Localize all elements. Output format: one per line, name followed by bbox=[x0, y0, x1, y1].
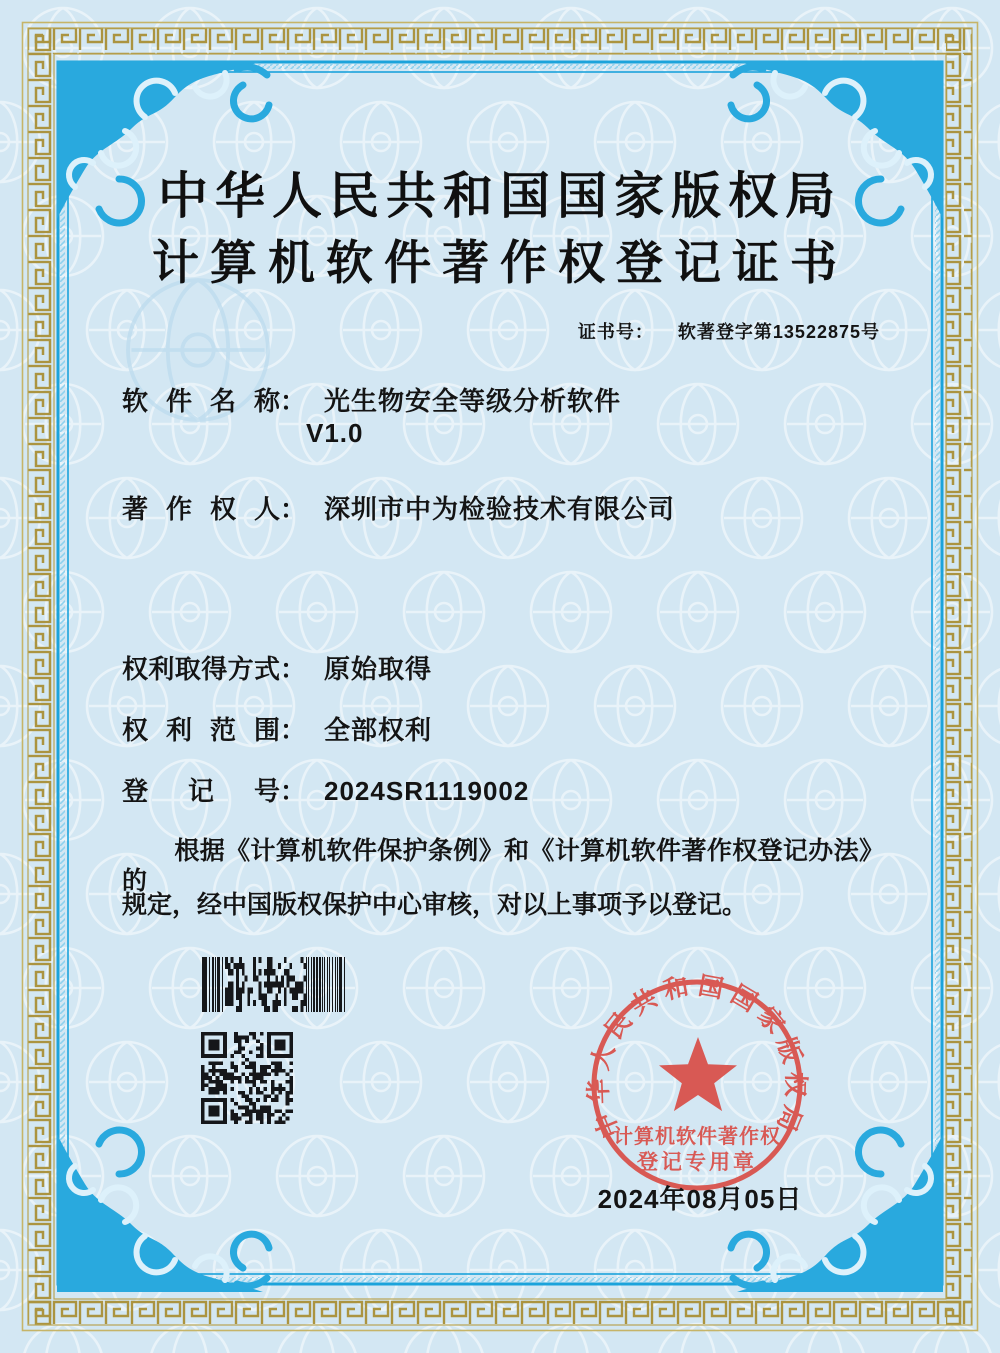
qr-code bbox=[201, 1032, 293, 1124]
field-copyright-owner-value: 深圳市中为检验技术有限公司 bbox=[324, 494, 676, 524]
certificate-number-label: 证书号： bbox=[577, 322, 654, 342]
certificate-number bbox=[578, 318, 880, 344]
field-acquisition-method-label: 权利取得方式 bbox=[122, 654, 280, 684]
field-rights-scope: 权利范围： 全部权利 bbox=[122, 710, 432, 747]
field-registration-number: 登记号： 2024SR1119002 bbox=[122, 771, 529, 808]
pdf417-barcode bbox=[202, 957, 348, 1012]
field-software-name-value: 光生物安全等级分析软件 bbox=[324, 386, 622, 416]
certificate-title-line2: 计算机软件著作权登记证书 bbox=[152, 238, 848, 290]
field-software-version: V1.0 bbox=[306, 418, 364, 448]
field-rights-scope-label: 权利范围 bbox=[122, 715, 280, 745]
statement-line1: 根据《计算机软件保护条例》和《计算机软件著作权登记办法》的 bbox=[122, 837, 884, 895]
seal-text-line1: 计算机软件著作权 bbox=[613, 1126, 781, 1148]
field-rights-scope-value: 全部权利 bbox=[324, 715, 433, 745]
field-registration-number-label: 登记号 bbox=[122, 776, 280, 806]
field-copyright-owner-label: 著作权人 bbox=[122, 494, 280, 524]
field-registration-number-value: 2024SR1119002 bbox=[324, 776, 530, 806]
certificate-number-value: 软著登字第13522875号 bbox=[677, 322, 880, 342]
certificate-title-line1: 中华人民共和国国家版权局 bbox=[158, 168, 842, 224]
seal-ring-text: 中华人民共和国国家版权局 bbox=[584, 971, 810, 1143]
issue-date: 2024年08月05日 bbox=[597, 1184, 803, 1214]
field-software-name-label: 软件名称 bbox=[122, 386, 280, 416]
seal-star bbox=[659, 1037, 737, 1111]
field-acquisition-method-value: 原始取得 bbox=[324, 654, 433, 684]
field-acquisition-method: 权利取得方式： 原始取得 bbox=[122, 649, 432, 686]
seal-text-line2: 登记专用章 bbox=[637, 1151, 757, 1174]
official-seal bbox=[583, 971, 811, 1199]
field-copyright-owner: 著作权人： 深圳市中为检验技术有限公司 bbox=[122, 489, 675, 526]
statement-line2: 规定，经中国版权保护中心审核，对以上事项予以登记。 bbox=[122, 891, 748, 919]
field-software-name: 软件名称： 光生物安全等级分析软件 bbox=[122, 381, 621, 418]
